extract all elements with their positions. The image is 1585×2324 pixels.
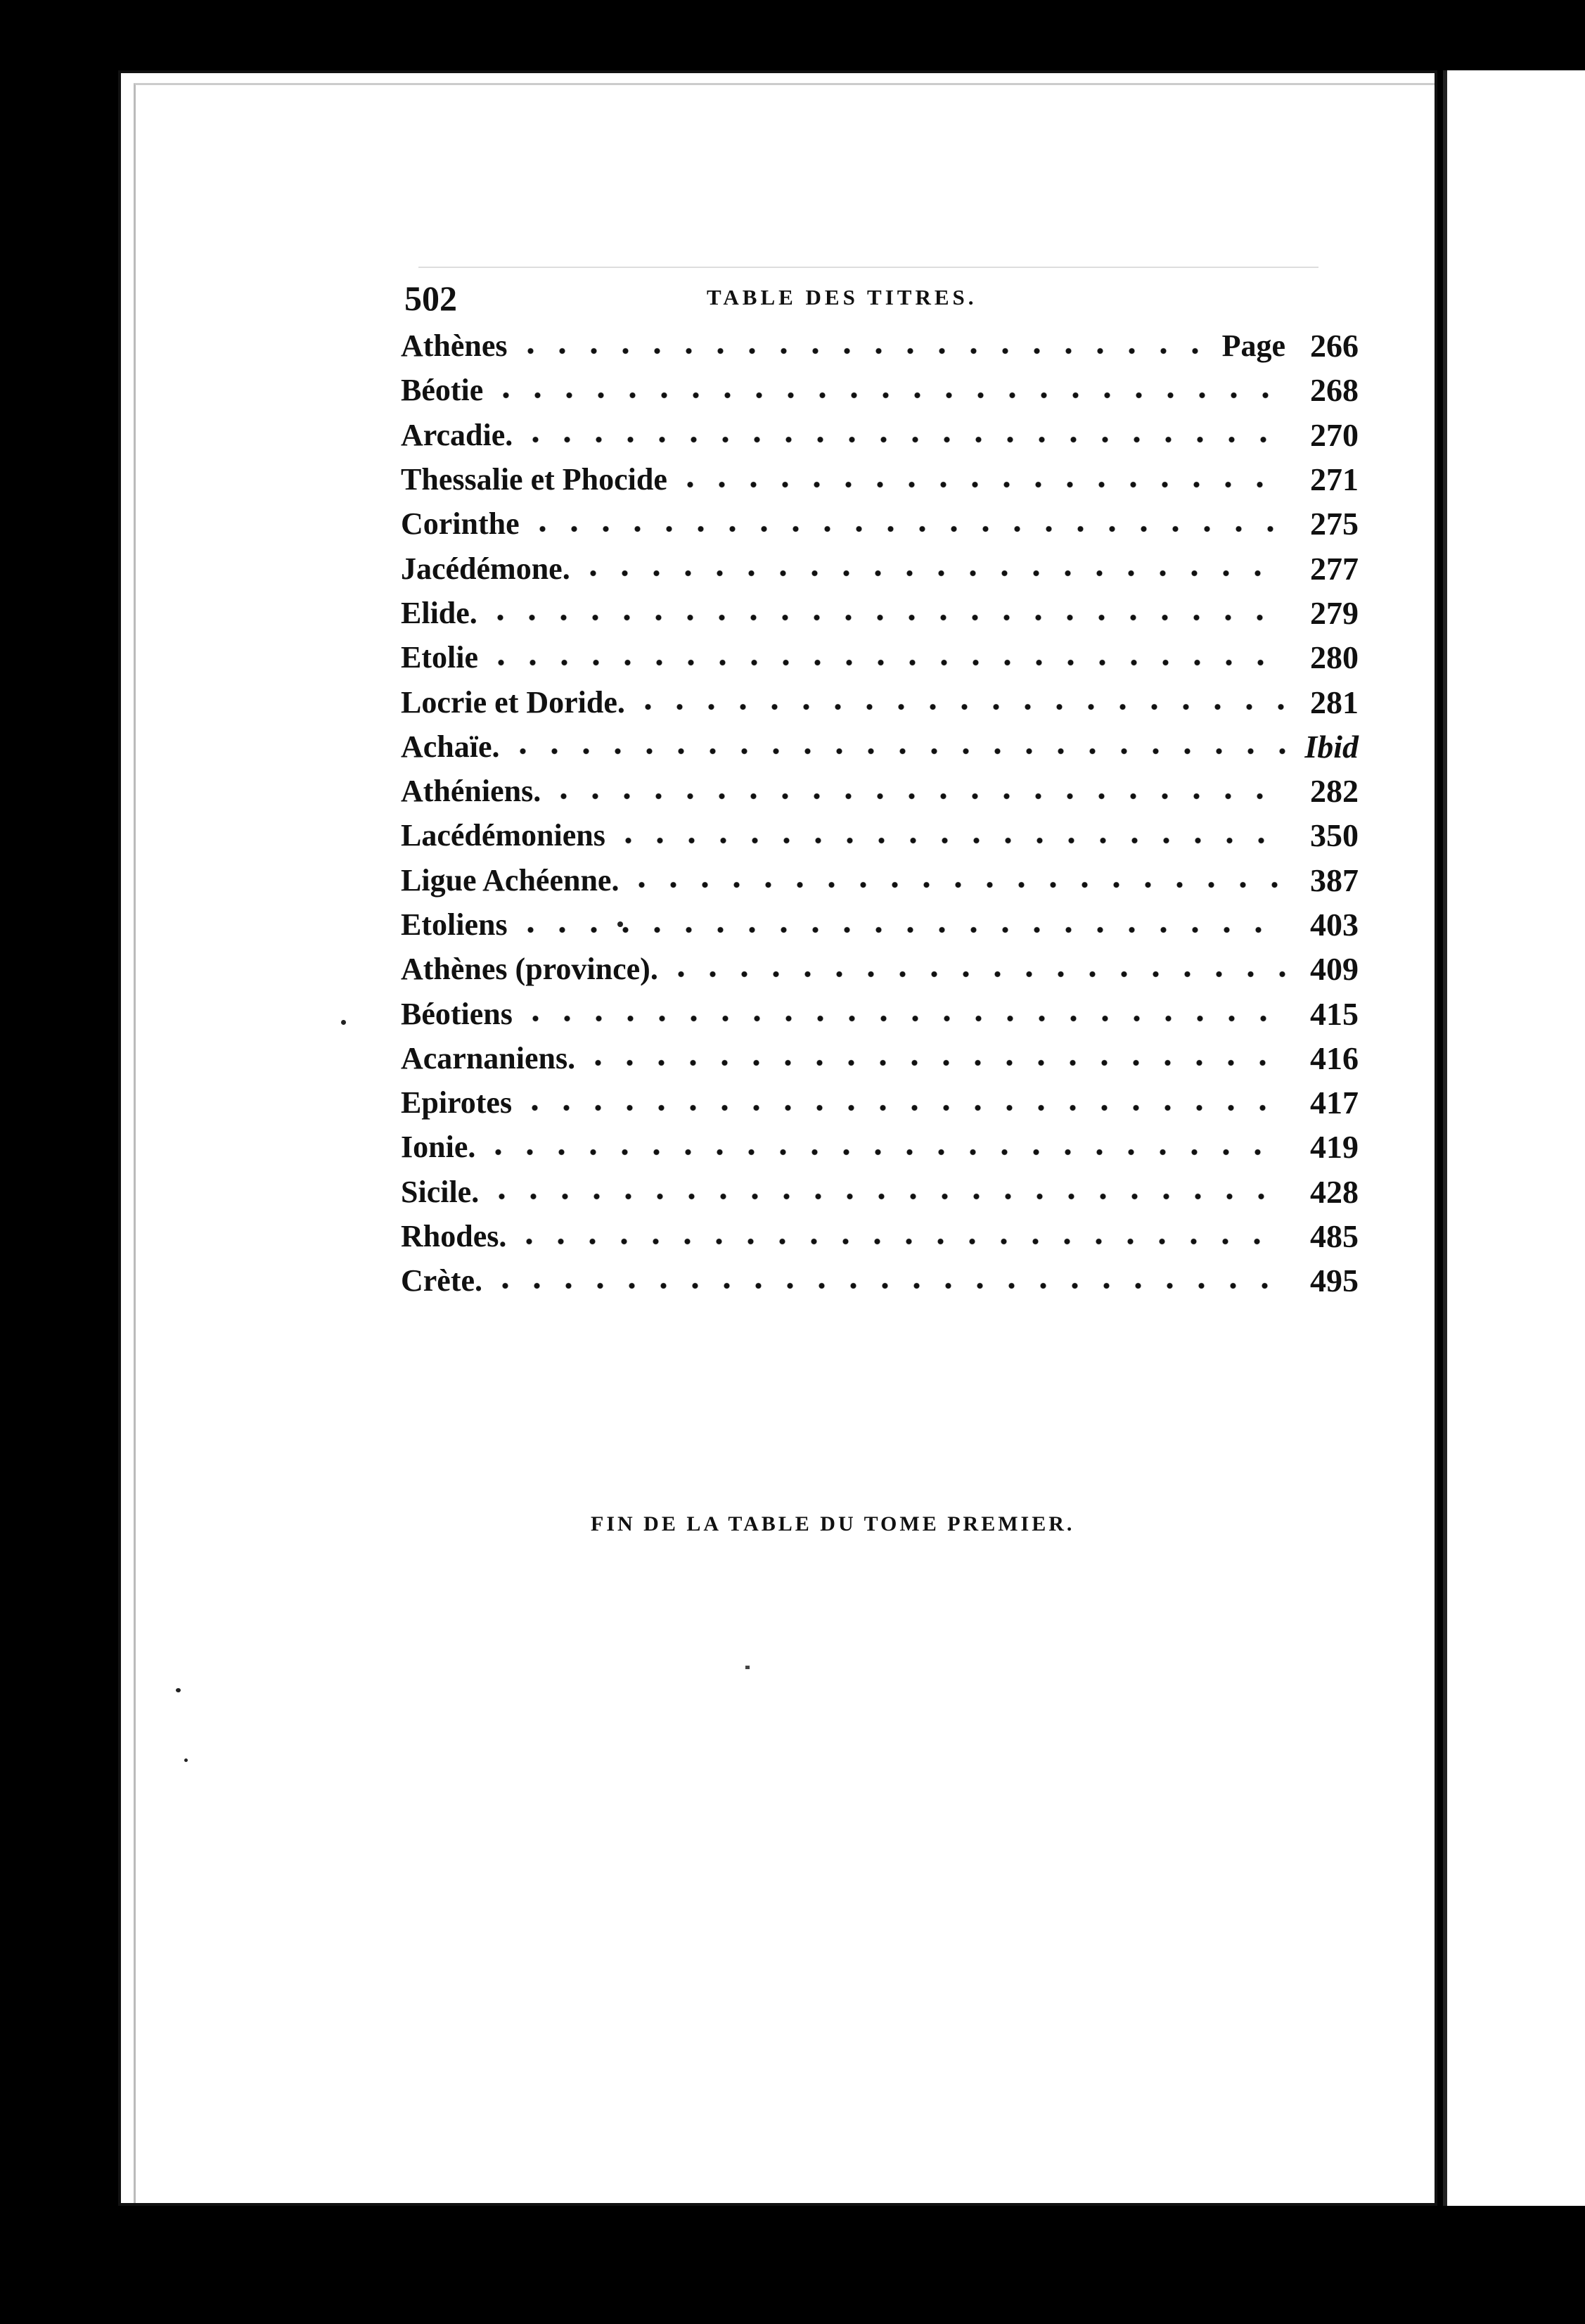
toc-entry-title: Ionie.	[401, 1130, 476, 1165]
toc-entry-title: Acarnaniens.	[401, 1040, 576, 1075]
toc-entry-page: 415	[1310, 995, 1359, 1032]
toc-entry	[401, 1036, 1359, 1080]
toc-entry-page: 419	[1310, 1129, 1359, 1166]
ink-speck	[341, 1020, 346, 1025]
dot-leader	[612, 836, 1285, 845]
toc-entry-page: 271	[1310, 461, 1359, 498]
toc-entry	[401, 724, 1359, 769]
toc-entry	[401, 991, 1359, 1035]
toc-entry-page: 281	[1310, 684, 1359, 720]
ink-speck	[176, 1688, 181, 1692]
dot-leader	[519, 1103, 1285, 1113]
toc-entry-page: 409	[1310, 951, 1359, 988]
dot-leader	[507, 746, 1285, 756]
dot-leader	[513, 1237, 1285, 1246]
dot-leader	[485, 658, 1285, 668]
dot-leader	[490, 390, 1285, 400]
dot-leader	[486, 1192, 1285, 1201]
dot-leader	[515, 925, 1285, 935]
toc-entry-title: Béotiens	[401, 996, 513, 1031]
toc-entry	[401, 1080, 1359, 1125]
toc-entry-title: Athènes	[401, 328, 508, 364]
toc-entry-title: Athéniens.	[401, 774, 541, 809]
toc-entry-title: Etoliens	[401, 907, 508, 942]
toc-entry-title: Sicile.	[401, 1174, 480, 1209]
page-header	[404, 278, 1364, 320]
dot-leader	[485, 613, 1285, 622]
toc-entry-title: Arcadie.	[401, 417, 513, 452]
dot-leader	[515, 346, 1212, 356]
dot-leader	[489, 1281, 1285, 1291]
toc-entry-title: Rhodes.	[401, 1219, 507, 1254]
toc-entry	[401, 813, 1359, 857]
toc-entry	[401, 947, 1359, 991]
toc-entry-page: 350	[1310, 817, 1359, 854]
dot-leader	[665, 969, 1285, 979]
toc-entry	[401, 1258, 1359, 1303]
dot-leader	[520, 435, 1285, 445]
toc-entry-title: Béotie	[401, 373, 484, 408]
toc-entry-title: Crète.	[401, 1263, 483, 1298]
end-mark	[745, 1666, 750, 1669]
toc-entry-page: 417	[1310, 1085, 1359, 1121]
toc-entry	[401, 502, 1359, 546]
dot-leader	[527, 524, 1285, 534]
toc-entry-page: 416	[1310, 1040, 1359, 1076]
running-title: TABLE DES TITRES.	[707, 285, 977, 309]
toc-entry-title: Elide.	[401, 595, 477, 630]
header-rule	[418, 267, 1318, 268]
toc-entry	[401, 368, 1359, 412]
toc-entry	[401, 902, 1359, 947]
toc-entry-page: 280	[1310, 639, 1359, 676]
toc-entry-title: Lacédémoniens	[401, 818, 605, 853]
toc-entry	[401, 591, 1359, 635]
toc-entry	[401, 635, 1359, 679]
toc-entry-title: Ligue Achéenne.	[401, 862, 620, 898]
toc-entry-title: Jacédémone.	[401, 551, 570, 586]
toc-entry-title: Thessalie et Phocide	[401, 462, 667, 497]
toc-entry-page: 387	[1310, 862, 1359, 898]
dot-leader	[520, 1014, 1285, 1023]
facing-page-edge	[1443, 70, 1585, 2206]
toc-entry-page: 495	[1310, 1263, 1359, 1299]
toc-entry-page: 428	[1310, 1173, 1359, 1210]
toc-entry-title: Achaïe.	[401, 729, 500, 764]
dot-leader	[626, 880, 1285, 890]
dot-leader	[582, 1058, 1285, 1068]
toc-entry-title: Athènes (province).	[401, 952, 658, 987]
dot-leader	[632, 702, 1285, 712]
toc-entry	[401, 457, 1359, 502]
toc-entry	[401, 1170, 1359, 1214]
dot-leader	[577, 568, 1285, 578]
toc-entry	[401, 858, 1359, 902]
toc-entry-title: Locrie et Doride.	[401, 684, 625, 720]
ink-speck	[184, 1758, 188, 1762]
toc-entry-title: Epirotes	[401, 1085, 513, 1120]
toc-entry-page: 279	[1310, 594, 1359, 631]
dot-leader	[482, 1147, 1285, 1157]
dot-leader	[548, 791, 1285, 801]
toc-entry-page: 270	[1310, 416, 1359, 453]
ink-speck	[617, 921, 623, 927]
toc-entry-page: 277	[1310, 550, 1359, 587]
toc-entry	[401, 1214, 1359, 1258]
toc-entry-page: 403	[1310, 907, 1359, 943]
page-label: Page	[1221, 328, 1285, 364]
toc-entry	[401, 413, 1359, 457]
toc-entry-page: 485	[1310, 1218, 1359, 1255]
dot-leader	[674, 480, 1285, 490]
end-note: FIN DE LA TABLE DU TOME PREMIER.	[591, 1512, 1075, 1536]
toc-entry	[401, 1125, 1359, 1169]
toc-entry-page: 282	[1310, 773, 1359, 810]
toc-entry-page: 266	[1310, 328, 1359, 364]
toc-entry	[401, 679, 1359, 724]
toc-entry	[401, 769, 1359, 813]
toc-entry-page: Ibid	[1304, 728, 1359, 765]
toc-entry-page: 275	[1310, 506, 1359, 542]
toc-entry-title: Etolie	[401, 640, 478, 675]
toc-entry-title: Corinthe	[401, 506, 520, 542]
table-of-contents	[401, 324, 1359, 1303]
toc-entry-page: 268	[1310, 372, 1359, 409]
toc-entry	[401, 324, 1359, 368]
page-number: 502	[404, 279, 457, 318]
toc-entry	[401, 546, 1359, 590]
